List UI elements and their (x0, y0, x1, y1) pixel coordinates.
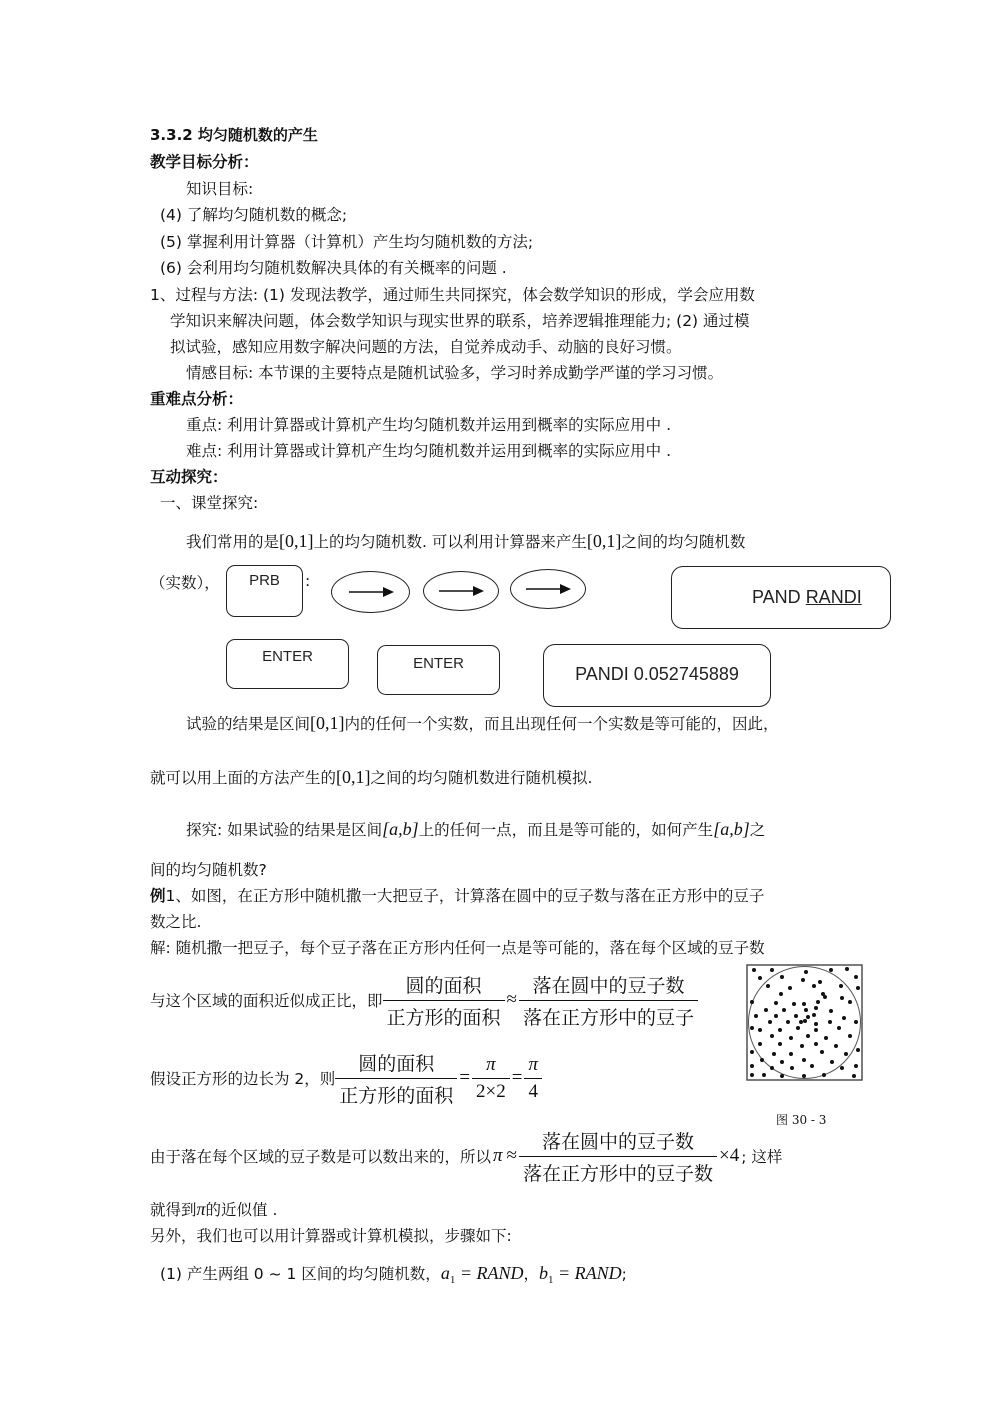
right-arrow-icon (347, 586, 395, 598)
denominator: 落在正方形中的豆子 (519, 1000, 698, 1030)
text: 与这个区域的面积近似成正比，即 (150, 992, 383, 1010)
knowledge-item: (6) 会利用均匀随机数解决具体的有关概率的问题 . (160, 259, 507, 277)
numerator: π (486, 1053, 496, 1075)
also-simulate: 另外，我们也可以用计算器或计算机模拟，步骤如下: (150, 1227, 512, 1245)
interactive-heading: 互动探究： (150, 468, 228, 486)
interval: [0,1] (279, 531, 314, 551)
text: 之 (749, 821, 766, 839)
text: (1) 产生两组 0 ~ 1 区间的均匀随机数， (160, 1265, 441, 1283)
example-1-cont: 数之比. (150, 913, 202, 931)
interval-ab: [a,b] (713, 819, 750, 839)
example-1 (150, 884, 764, 906)
interval: [0,1] (310, 713, 345, 733)
pi-symbol: π (493, 1145, 503, 1166)
text: 试验的结果是区间 (186, 715, 311, 733)
screen-text (752, 587, 862, 608)
text: ， (523, 1265, 539, 1283)
example-label: 例 (150, 887, 166, 905)
hard-point: 难点: 利用计算器或计算机产生均匀随机数并运用到概率的实际应用中 . (186, 442, 672, 460)
process-line: 拟试验，感知应用数字解决问题的方法，自觉养成动手、动脑的良好习惯。 (170, 338, 682, 356)
text: 1、如图，在正方形中随机撒一大把豆子，计算落在圆中的豆子数与落在正方形中的豆子 (165, 887, 765, 905)
paragraph-result (186, 712, 779, 734)
process-line: 1、过程与方法: (1) 发现法教学，通过师生共同探究，体会数学知识的形成，学会应用数 (150, 286, 755, 304)
fraction (383, 971, 505, 1030)
denominator: 4 (524, 1078, 542, 1103)
screen-result: PANDI 0.052745889 (575, 664, 739, 684)
prb-key (226, 565, 303, 617)
enter-key-2 (377, 645, 500, 695)
interval-ab: [a,b] (382, 819, 419, 839)
prb-key-label: PRB (249, 572, 280, 589)
denominator: 2×2 (472, 1078, 510, 1103)
text: 就得到 (150, 1201, 197, 1219)
arrow-key (423, 571, 499, 611)
calculator-screen-2 (543, 644, 771, 707)
numerator: 圆的面积 (358, 1053, 435, 1075)
process-line: 学知识来解决问题，体会数学知识与现实世界的联系，培养逻辑推理能力; (2) 通过模 (170, 312, 750, 330)
goals-heading: 教学目标分析： (150, 153, 259, 171)
solution-line: 解: 随机撒一把豆子，每个豆子落在正方形内任何一点是等可能的，落在每个区域的豆子数 (150, 939, 765, 957)
approx-sign: ≈ (506, 989, 517, 1010)
text: 假设正方形的边长为 2，则 (150, 1070, 336, 1088)
enter-key-label: ENTER (413, 655, 464, 672)
emotion-goal: 情感目标: 本节课的主要特点是随机试验多，学习时养成勤学严谨的学习习惯。 (186, 364, 724, 382)
equals-sign: = (459, 1067, 471, 1088)
text: 内的任何一个实数，而且出现任何一个实数是等可能的，因此， (344, 715, 779, 733)
numerator: 圆的面积 (405, 975, 482, 997)
bean-figure (746, 964, 863, 1081)
text: 之间的均匀随机数 (621, 533, 746, 551)
numerator: 落在圆中的豆子数 (541, 1131, 694, 1153)
text: ; 这样 (741, 1148, 783, 1166)
colon: : (305, 572, 311, 590)
text: 的近似值 . (205, 1201, 278, 1219)
fraction (519, 1127, 717, 1186)
difficulty-heading: 重难点分析： (150, 390, 244, 408)
text: 探究: 如果试验的结果是区间 (186, 821, 383, 839)
knowledge-label: 知识目标: (186, 180, 254, 198)
text: 上的均匀随机数. 可以利用计算器来产生 (313, 533, 587, 551)
step-1 (160, 1262, 627, 1286)
formula-pi-over-4 (150, 1050, 542, 1106)
paragraph-simulate (150, 766, 592, 788)
pi-symbol: π (196, 1199, 206, 1219)
approx-sign: ≈ (506, 1145, 517, 1166)
interval: [0,1] (586, 531, 622, 551)
section-title: 3.3.2 均匀随机数的产生 (150, 126, 318, 144)
text: ; (621, 1265, 627, 1283)
key-point: 重点: 利用计算器或计算机产生均匀随机数并运用到概率的实际应用中 . (186, 416, 672, 434)
denominator: 落在正方形中的豆子数 (519, 1156, 717, 1186)
class-explore-label: 一、课堂探究: (160, 494, 259, 512)
arrow-key (510, 569, 586, 609)
paragraph-explore (186, 818, 765, 840)
rand-expr: = RAND (553, 1263, 622, 1283)
screen-text-pand: PAND (752, 587, 806, 607)
enter-key-1 (226, 639, 349, 689)
fraction (335, 1049, 457, 1108)
pi-approx-conclusion (150, 1198, 277, 1220)
subscript: 1 (547, 1274, 554, 1287)
text: 就可以用上面的方法产生的 (150, 769, 337, 787)
text: 上的任何一点，而且是等可能的，如何产生 (418, 821, 714, 839)
interval: [0,1] (336, 767, 371, 787)
equals-sign: = (511, 1067, 523, 1088)
formula-ratio (150, 972, 698, 1028)
fraction (472, 1054, 510, 1103)
denominator: 正方形的面积 (335, 1078, 457, 1108)
knowledge-item: (5) 掌握利用计算器（计算机）产生均匀随机数的方法; (160, 233, 534, 251)
var-b: b (538, 1263, 548, 1283)
denominator: 正方形的面积 (383, 1000, 505, 1030)
formula-pi-approx (150, 1128, 782, 1184)
times-four: ×4 (719, 1145, 740, 1166)
right-arrow-icon (524, 583, 572, 595)
var-a: a (440, 1263, 450, 1283)
enter-key-label: ENTER (262, 648, 313, 665)
text: 由于落在每个区域的豆子数是可以数出来的，所以 (150, 1148, 492, 1166)
rand-expr: = RAND (455, 1263, 524, 1283)
fraction (524, 1054, 542, 1103)
knowledge-item: (4) 了解均匀随机数的概念; (160, 206, 348, 224)
circle-in-square-figure (746, 964, 863, 1081)
text: 之间的均匀随机数进行随机模拟. (370, 769, 593, 787)
numerator: π (528, 1053, 538, 1075)
subscript: 1 (449, 1274, 456, 1287)
calculator-screen-1 (671, 566, 891, 629)
arrow-key (331, 571, 410, 613)
numerator: 落在圆中的豆子数 (532, 975, 685, 997)
figure-caption: 图 30 - 3 (776, 1113, 827, 1127)
paragraph-intro (186, 530, 745, 552)
explore-question-end: 间的均匀随机数? (150, 861, 267, 879)
screen-text-randi: RANDI (805, 587, 862, 607)
real-number-label: （实数）， (150, 574, 220, 592)
text: 我们常用的是 (186, 533, 280, 551)
right-arrow-icon (437, 585, 485, 597)
fraction (519, 971, 698, 1030)
